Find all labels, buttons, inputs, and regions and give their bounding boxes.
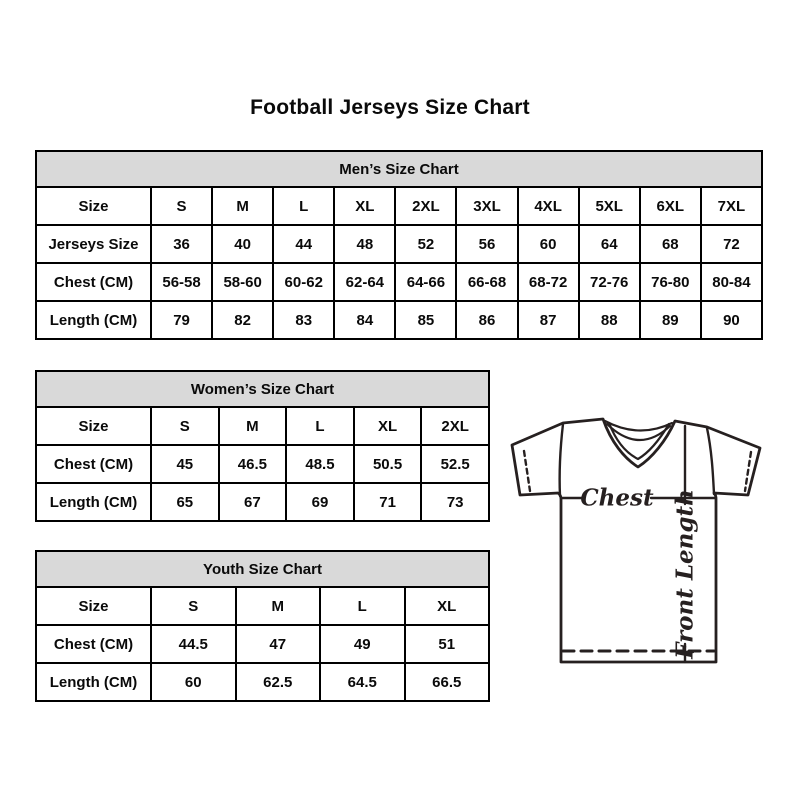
size-value-cell: 64.5 — [320, 663, 405, 701]
table-header-row — [36, 371, 489, 407]
mens-size-table — [35, 150, 763, 340]
size-value-cell: 85 — [395, 301, 456, 339]
table-row — [36, 625, 489, 663]
size-value-cell: 60-62 — [273, 263, 334, 301]
page-title: Football Jerseys Size Chart — [250, 96, 530, 119]
size-value-cell: 83 — [273, 301, 334, 339]
size-value-cell: 2XL — [395, 187, 456, 225]
size-value-cell: 72-76 — [579, 263, 640, 301]
table-row — [36, 445, 489, 483]
size-value-cell: 7XL — [701, 187, 762, 225]
jersey-outline — [512, 419, 760, 662]
size-value-cell: 40 — [212, 225, 273, 263]
row-label: Chest (CM) — [36, 263, 151, 301]
row-label: Length (CM) — [36, 483, 151, 521]
row-label: Jerseys Size — [36, 225, 151, 263]
size-value-cell: 86 — [456, 301, 517, 339]
size-value-cell: L — [320, 587, 405, 625]
size-value-cell: 89 — [640, 301, 701, 339]
row-label: Size — [36, 187, 151, 225]
row-label: Chest (CM) — [36, 445, 151, 483]
size-value-cell: 4XL — [518, 187, 579, 225]
size-value-cell: 6XL — [640, 187, 701, 225]
mens-table-title: Men’s Size Chart — [36, 151, 762, 187]
size-value-cell: 62-64 — [334, 263, 395, 301]
table-row — [36, 483, 489, 521]
size-value-cell: 68-72 — [518, 263, 579, 301]
row-label: Size — [36, 407, 151, 445]
size-value-cell: S — [151, 187, 212, 225]
size-value-cell: 84 — [334, 301, 395, 339]
table-row — [36, 225, 762, 263]
size-value-cell: 68 — [640, 225, 701, 263]
left-cuff-dashed-line — [524, 451, 530, 491]
size-value-cell: 76-80 — [640, 263, 701, 301]
size-value-cell: 49 — [320, 625, 405, 663]
size-value-cell: 69 — [286, 483, 354, 521]
size-value-cell: 72 — [701, 225, 762, 263]
table-row — [36, 263, 762, 301]
size-value-cell: 44.5 — [151, 625, 236, 663]
size-value-cell: 62.5 — [236, 663, 321, 701]
size-value-cell: 56-58 — [151, 263, 212, 301]
size-value-cell: 46.5 — [219, 445, 287, 483]
table-header-row — [36, 151, 762, 187]
size-value-cell: 58-60 — [212, 263, 273, 301]
size-value-cell: 51 — [405, 625, 490, 663]
table-row — [36, 663, 489, 701]
size-value-cell: 67 — [219, 483, 287, 521]
size-value-cell: 90 — [701, 301, 762, 339]
table-row — [36, 301, 762, 339]
size-value-cell: 66.5 — [405, 663, 490, 701]
size-value-cell: 82 — [212, 301, 273, 339]
size-value-cell: 80-84 — [701, 263, 762, 301]
size-value-cell: 44 — [273, 225, 334, 263]
size-value-cell: L — [273, 187, 334, 225]
size-value-cell: 5XL — [579, 187, 640, 225]
size-value-cell: 79 — [151, 301, 212, 339]
chest-label: Chest — [580, 484, 654, 512]
size-value-cell: 64 — [579, 225, 640, 263]
table-row — [36, 587, 489, 625]
size-value-cell: 88 — [579, 301, 640, 339]
size-value-cell: XL — [334, 187, 395, 225]
size-value-cell: 87 — [518, 301, 579, 339]
row-label: Length (CM) — [36, 663, 151, 701]
size-value-cell: XL — [405, 587, 490, 625]
size-value-cell: 73 — [421, 483, 489, 521]
size-value-cell: 45 — [151, 445, 219, 483]
size-value-cell: M — [236, 587, 321, 625]
table-row — [36, 407, 489, 445]
right-sleeve-seam — [707, 428, 714, 494]
size-value-cell: 3XL — [456, 187, 517, 225]
size-value-cell: 71 — [354, 483, 422, 521]
youth-size-table — [35, 550, 490, 702]
size-value-cell: M — [212, 187, 273, 225]
womens-table-title: Women’s Size Chart — [36, 371, 489, 407]
size-value-cell: S — [151, 587, 236, 625]
front-length-label: Front Length — [671, 489, 699, 659]
size-value-cell: 50.5 — [354, 445, 422, 483]
size-value-cell: 60 — [518, 225, 579, 263]
collar-back-arc — [605, 421, 672, 431]
size-value-cell: 48.5 — [286, 445, 354, 483]
row-label: Length (CM) — [36, 301, 151, 339]
size-value-cell: XL — [354, 407, 422, 445]
size-value-cell: 65 — [151, 483, 219, 521]
size-value-cell: 36 — [151, 225, 212, 263]
womens-size-table — [35, 370, 490, 522]
size-value-cell: 52 — [395, 225, 456, 263]
size-value-cell: M — [219, 407, 287, 445]
size-value-cell: 52.5 — [421, 445, 489, 483]
size-value-cell: 2XL — [421, 407, 489, 445]
left-sleeve-seam — [560, 424, 563, 496]
size-value-cell: 66-68 — [456, 263, 517, 301]
size-value-cell: 60 — [151, 663, 236, 701]
size-value-cell: 56 — [456, 225, 517, 263]
size-value-cell: 48 — [334, 225, 395, 263]
jersey-diagram-svg — [505, 398, 775, 688]
size-value-cell: 47 — [236, 625, 321, 663]
row-label: Size — [36, 587, 151, 625]
size-value-cell: L — [286, 407, 354, 445]
jersey-measurement-diagram — [505, 398, 775, 688]
youth-table-title: Youth Size Chart — [36, 551, 489, 587]
table-row — [36, 187, 762, 225]
row-label: Chest (CM) — [36, 625, 151, 663]
table-header-row — [36, 551, 489, 587]
size-value-cell: 64-66 — [395, 263, 456, 301]
size-value-cell: S — [151, 407, 219, 445]
